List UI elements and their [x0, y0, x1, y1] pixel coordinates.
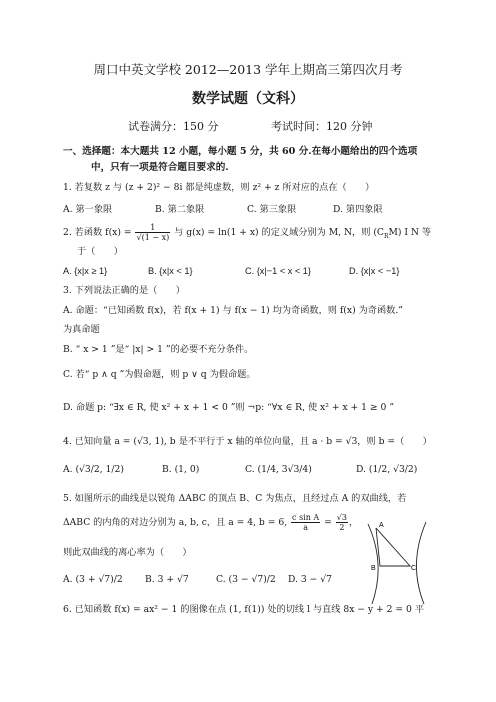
q5-fraction-left — [291, 513, 320, 532]
q3-option-a: A. 命题：“已知函数 f(x)，若 f(x + 1) 与 f(x − 1) 均为奇函数，则 f(x) 为奇函数.” — [63, 305, 403, 316]
q5-comma: ， — [348, 517, 359, 528]
hyperbola-triangle-figure — [364, 518, 434, 606]
q2-option-d: D. {x|x < −1} — [349, 266, 400, 276]
q4-option-a: A. (√3/2, 1/2) — [63, 464, 124, 475]
triangle-abc — [376, 528, 410, 566]
q2-fraction — [135, 223, 170, 242]
q4-option-c: C. (1/4, 3√3/4) — [245, 464, 312, 475]
q5-frac1-denominator: a — [303, 523, 309, 532]
q2-stem-c: M) I N 等 — [388, 227, 432, 238]
q1-option-d: D. 第四象限 — [333, 204, 383, 215]
q2-stem-b: 与 g(x) = ln(1 + x) 的定义域分别为 M, N，则 (C — [174, 227, 384, 238]
q4-option-d: D. (1/2, √3/2) — [356, 464, 418, 475]
q5-fraction-right — [336, 513, 348, 532]
q2-option-c: C. {x|−1 < x < 1} — [245, 266, 311, 276]
label-c: C — [411, 565, 417, 572]
q2-subscript: R — [383, 232, 389, 240]
q3-option-d: D. 命题 p: “∃x ∈ R, 使 x² + x + 1 < 0 ”则 ¬p: “∀x ∈ R, 使 x² + x + 1 ≥ 0 ” — [63, 402, 395, 413]
q2-option-a: A. {x|x ≥ 1} — [63, 266, 108, 276]
q5-equals: = — [324, 517, 332, 528]
label-a: A — [379, 522, 384, 529]
q5-stem-line1: 5. 如图所示的曲线是以锐角 ΔABC 的顶点 B、C 为焦点，且经过点 A 的双曲线，若 — [63, 493, 407, 504]
q3-option-b: B. “ x > 1 ”是“ |x| > 1 ”的必要不充分条件。 — [63, 344, 254, 355]
q4-option-b: B. (1, 0) — [162, 464, 200, 475]
q5-frac2-numerator: √3 — [336, 513, 347, 522]
q5-option-c: C. (3 − √7)/2 — [216, 574, 276, 585]
q2-stem-a: 2. 若函数 f(x) = — [63, 227, 132, 238]
q5-frac2-denominator: 2 — [339, 523, 345, 532]
q4-stem: 4. 已知向量 a = (√3, 1), b 是不平行于 x 轴的单位向量，且 a · b = √3，则 b =（ ） — [63, 436, 432, 447]
label-b: B — [371, 565, 376, 572]
q1-stem: 1. 若复数 z 与 (z + 2)² − 8i 都是纯虚数，则 z² + z 所对应的点在（ ） — [63, 182, 375, 193]
hyperbola-right-branch — [416, 522, 426, 604]
q1-option-b: B. 第二象限 — [155, 204, 205, 215]
q1-option-c: C. 第三象限 — [247, 204, 297, 215]
exam-title: 周口中英文学校 2012—2013 学年上期高三第四次月考 — [93, 62, 403, 77]
q1-option-a: A. 第一象限 — [63, 204, 113, 215]
q6-stem: 6. 已知函数 f(x) = ax² − 1 的图像在点 (1, f(1)) 处的切线 l 与直线 8x − y + 2 = 0 平 — [63, 604, 424, 615]
section-heading-cont: 中，只有一项是符合题目要求的. — [91, 162, 229, 173]
q5-frac1-numerator: c sin A — [292, 513, 320, 522]
q2-option-b: B. {x|x < 1} — [148, 266, 193, 276]
q3-option-a-cont: 为真命题 — [63, 324, 100, 335]
q2-stem-cont: 于（ ） — [77, 246, 123, 257]
q5-stem-line2 — [63, 509, 358, 537]
q5-option-d: D. 3 − √7 — [288, 574, 332, 585]
subject-title: 数学试题（文科） — [192, 91, 304, 107]
q5-given: ΔABC 的内角的对边分别为 a, b, c，且 a = 4, b = 6, — [63, 517, 288, 528]
q3-stem: 3. 下列说法正确的是（ ） — [63, 285, 185, 296]
q5-option-a: A. (3 + √7)/2 — [63, 574, 123, 585]
q2-frac-denominator: √(1 − x) — [136, 233, 170, 242]
full-score: 试卷满分：150 分 — [128, 120, 219, 133]
section-heading: 一、选择题：本大题共 12 小题，每小题 5 分，共 60 分.在每小题给出的四个选项 — [63, 146, 418, 157]
q3-option-c: C. 若“ p ∧ q ”为假命题，则 p ∨ q 为假命题。 — [63, 369, 256, 380]
exam-time: 考试时间：120 分钟 — [271, 120, 373, 133]
q5-stem-line3: 则此双曲线的离心率为（ ） — [63, 547, 192, 558]
q2-frac-numerator: 1 — [135, 223, 170, 233]
q5-option-b: B. 3 + √7 — [145, 574, 189, 585]
